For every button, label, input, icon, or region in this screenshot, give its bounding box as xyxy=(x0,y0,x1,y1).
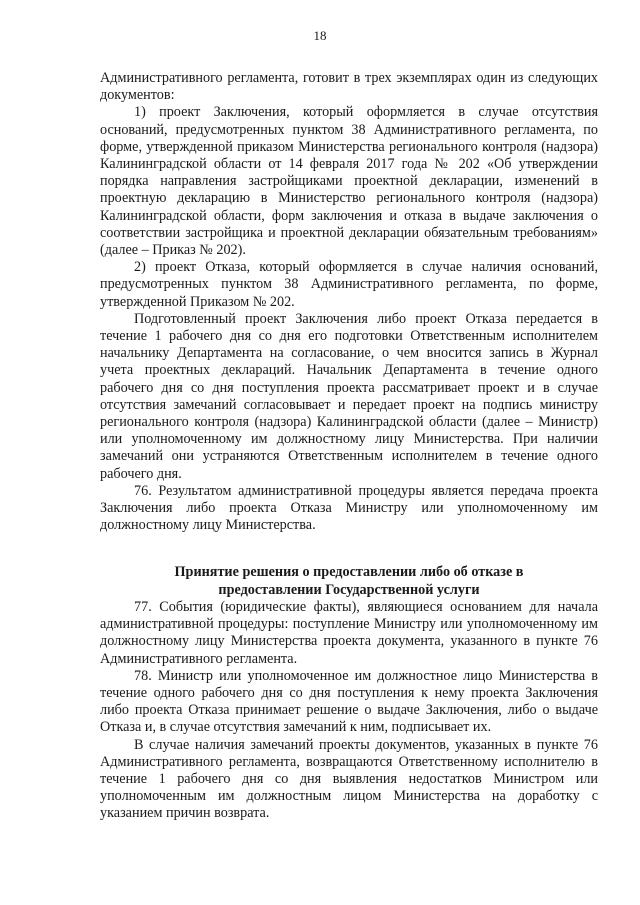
paragraph-77: 77. События (юридические факты), являющиеся основанием для начала административной процедуры: поступление Министру или уполномоченному им должностному лицу Министерства проекта документа, указанного в пункте 76 Административного регламента. xyxy=(100,598,598,667)
paragraph-approval-procedure: Подготовленный проект Заключения либо проект Отказа передается в течение 1 рабочего дня со дня его подготовки Ответственным исполнителем начальнику Департамента на согласование, о чем вносится запись в Журнал учета проектных деклараций. Начальник Департамента в течение одного рабочего дня со дня поступления проекта рассматривает проект и в случае отсутствия замечаний согласовывает и передает проект на подпись министру регионального контроля (надзора) Калининградской области (далее – Министр) или уполномоченному им должностному лицу Министерства. При наличии замечаний они устраняются Ответственным исполнителем в течение одного рабочего дня. xyxy=(100,310,598,482)
paragraph-item-2: 2) проект Отказа, который оформляется в случае наличия оснований, предусмотренных пунктом 38 Административного регламента, по форме, утвержденной Приказом № 202. xyxy=(100,259,598,310)
paragraph-item-1: 1) проект Заключения, который оформляется в случае отсутствия оснований, предусмотренных пунктом 38 Административного регламента, по форме, утвержденной приказом Министерства регионального контроля (надзора) Калининградской области от 14 февраля 2017 года № 202 «Об утверждении порядка направления застройщиками проектной декларации, изменений в проектную декларацию в Министерство регионального контроля (надзора) Калининградской области, форм заключения и отказа в выдаче заключения о соответствии застройщика и проектной декларации обязательным требованиям» (далее – Приказ № 202). xyxy=(100,104,598,259)
document-body xyxy=(100,70,598,823)
paragraph-continuation: Административного регламента, готовит в трех экземплярах один из следующих документов: xyxy=(100,70,598,104)
paragraph-remarks: В случае наличия замечаний проекты документов, указанных в пункте 76 Административного регламента, возвращаются Ответственному исполнителю в течение 1 рабочего дня со дня выявления недостатков Министром или уполномоченным им должностным лицом Министерства на доработку с указанием причин возврата. xyxy=(100,736,598,822)
paragraph-78: 78. Министр или уполномоченное им должностное лицо Министерства в течение одного рабочего дня со дня поступления к нему проекта Заключения либо проекта Отказа принимает решение о выдаче Заключения, либо о выдаче Отказа и, в случае отсутствия замечаний к ним, подписывает их. xyxy=(100,667,598,736)
section-heading-line-1: Принятие решения о предоставлении либо об отказе в xyxy=(174,564,524,581)
page-number: 18 xyxy=(313,28,327,43)
paragraph-76: 76. Результатом административной процедуры является передача проекта Заключения либо проекта Отказа Министру или уполномоченному им должностному лицу Министерства. xyxy=(100,482,598,534)
section-heading-line-2: предоставлении Государственной услуги xyxy=(218,581,480,598)
section-heading xyxy=(100,564,598,598)
